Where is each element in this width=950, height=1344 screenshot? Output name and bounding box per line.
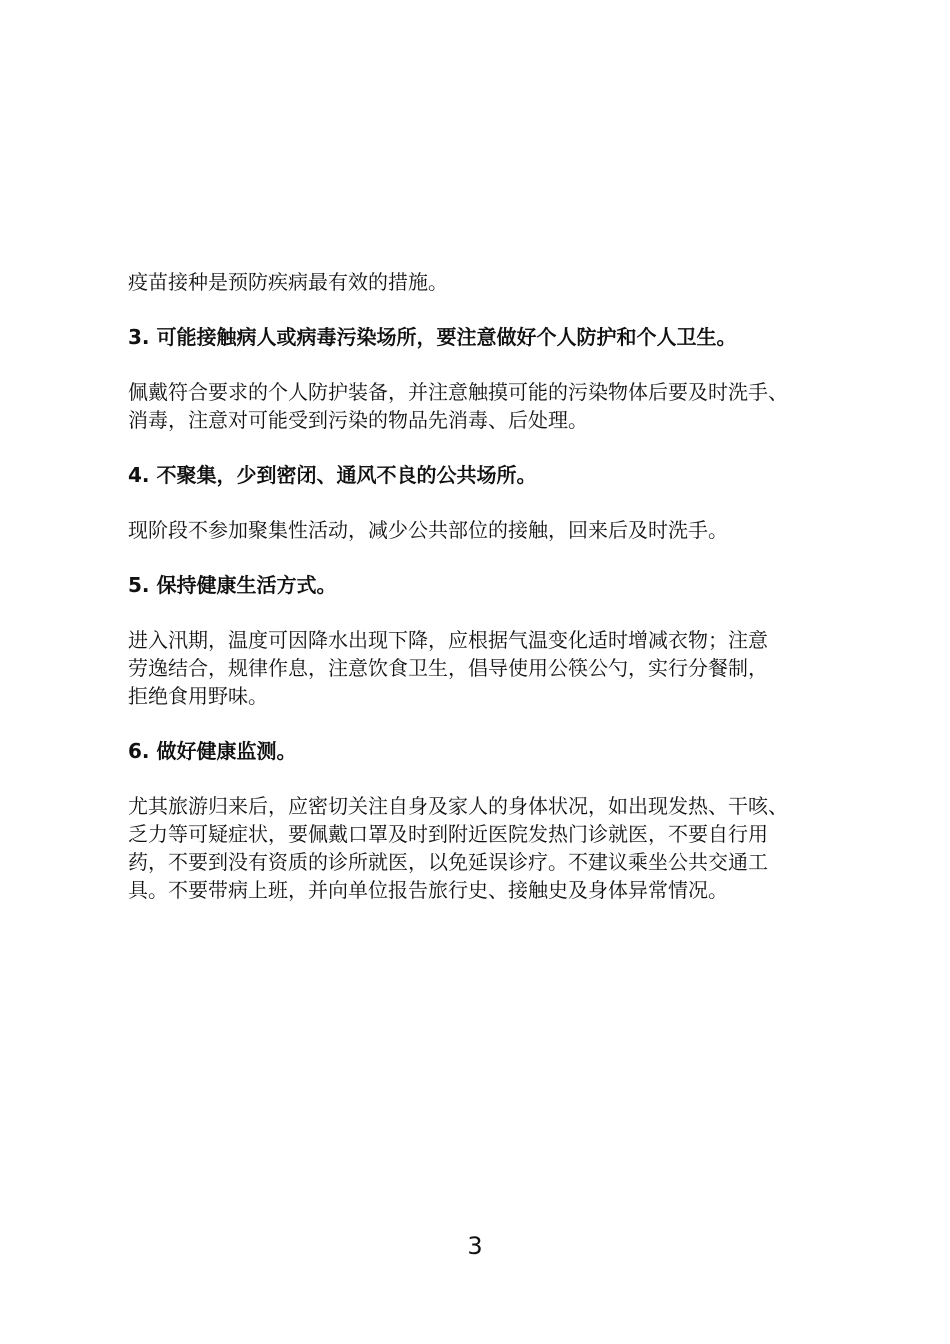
section-heading-4: 4. 不聚集，少到密闭、通风不良的公共场所。 (128, 463, 537, 487)
paragraph-line: 现阶段不参加聚集性活动，减少公共部位的接触，回来后及时洗手。 (128, 518, 728, 542)
paragraph-line: 劳逸结合，规律作息，注意饮食卫生，倡导使用公筷公勺，实行分餐制， (128, 656, 768, 680)
paragraph-line: 佩戴符合要求的个人防护装备，并注意触摸可能的污染物体后要及时洗手、 (128, 380, 788, 404)
paragraph-line: 具。不要带病上班，并向单位报告旅行史、接触史及身体异常情况。 (128, 878, 728, 902)
section-body-4 (128, 516, 828, 544)
paragraph-line: 消毒，注意对可能受到污染的物品先消毒、后处理。 (128, 408, 588, 432)
section-body-5 (128, 626, 828, 710)
section-body-3 (128, 378, 828, 434)
paragraph-line: 拒绝食用野味。 (128, 684, 268, 708)
section-heading-6: 6. 做好健康监测。 (128, 739, 297, 763)
section-body-6 (128, 792, 828, 904)
paragraph-line: 尤其旅游归来后，应密切关注自身及家人的身体状况，如出现发热、干咳、 (128, 794, 788, 818)
paragraph-line: 进入汛期，温度可因降水出现下降，应根据气温变化适时增减衣物；注意 (128, 628, 768, 652)
page-number: 3 (467, 1232, 483, 1260)
paragraph-line: 乏力等可疑症状，要佩戴口罩及时到附近医院发热门诊就医，不要自行用 (128, 822, 768, 846)
section-heading-5: 5. 保持健康生活方式。 (128, 573, 337, 597)
section-heading-3: 3. 可能接触病人或病毒污染场所，要注意做好个人防护和个人卫生。 (128, 325, 737, 349)
intro-paragraph: 疫苗接种是预防疾病最有效的措施。 (128, 270, 448, 294)
paragraph-line: 药，不要到没有资质的诊所就医，以免延误诊疗。不建议乘坐公共交通工 (128, 850, 768, 874)
document-body (128, 268, 828, 904)
